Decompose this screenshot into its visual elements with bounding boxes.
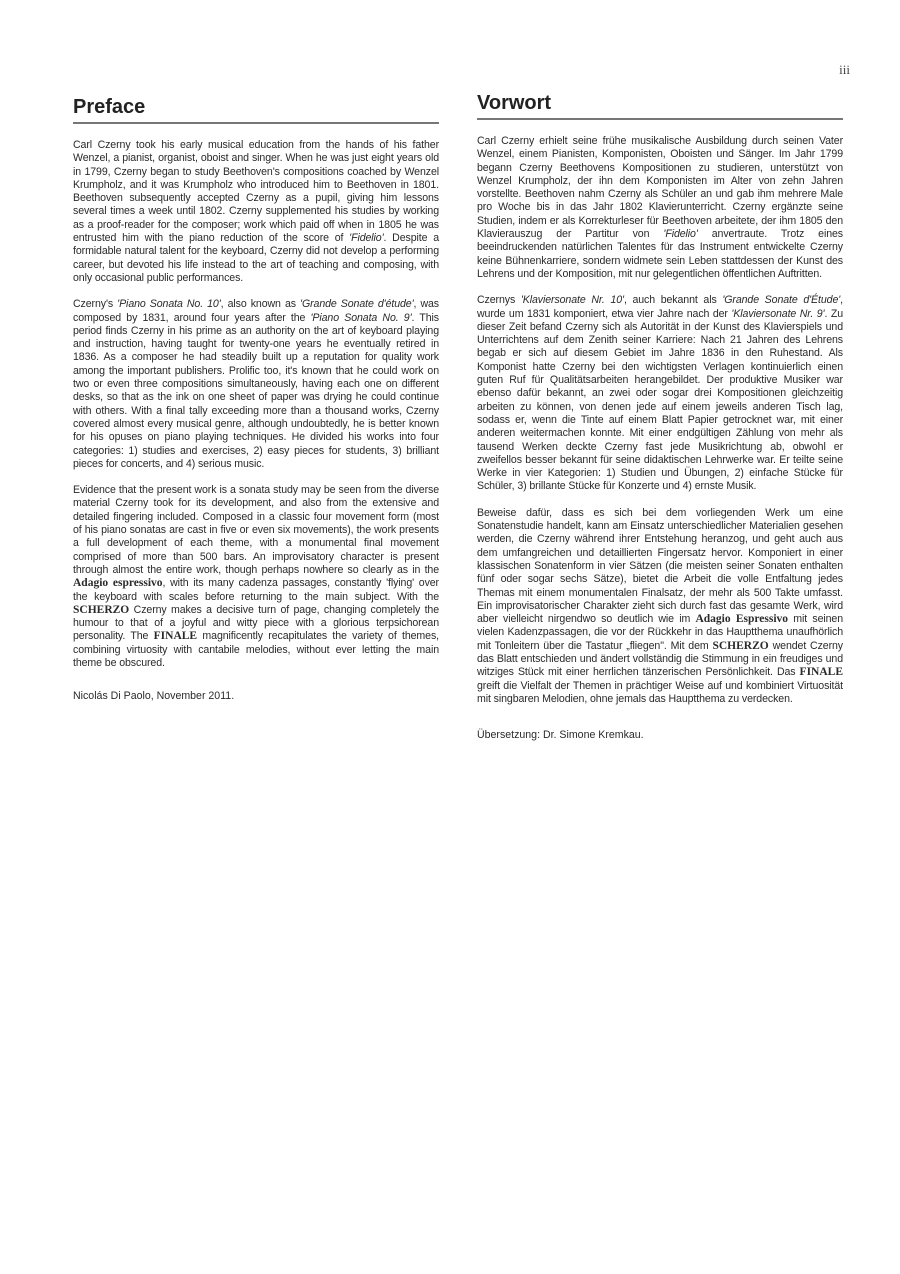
- preface-paragraph-3: Evidence that the present work is a sonata study may be seen from the diverse material Czerny took for its development, and also from the extensive and detailed fingering included. Composed in a classic four movement form (most of his piano sonatas are cast in five or even six movements), the work presents a full development of each theme, with a monumental final movement comprised of more than 500 bars. An improvisatory character is present through almost the entire work, though perhaps nowhere so clearly as in the Adagio espressivo, with its many cadenza passages, constantly 'flying' over the keyboard with scales before returning to the main subject. With the SCHERZO Czerny makes a decisive turn of page, changing completely the humour to that of a joyful and witty piece with a glorious terpsichorean personality. The FINALE magnificently recapitulates the variety of themes, combining virtuosity with cantabile melodies, without ever letting the main theme be obscured.: [73, 484, 439, 669]
- preface-paragraph-2: Czerny's 'Piano Sonata No. 10', also known as 'Grande Sonate d'étude', was composed by 1831, around four years after the 'Piano Sonata No. 9'. This period finds Czerny in his prime as an authority on the art of keyboard playing and instruction, having taught for twenty-one years he eventually retired in 1836. As a composer he had steadily built up a reputation for quality work among the important publishers. Prolific too, it's known that he could work on two or even three compositions simultaneously, having each one on different desks, so that as the ink on one sheet of paper was drying he could continue with others. With a final tally exceeding more than a thousand works, Czerny covered almost every musical genre, although undoubtedly, he is better known for his opuses on piano playing techniques. He divided his works into four categories: 1) studies and exercises, 2) easy pieces for students, 3) brilliant pieces for concerts, and 4) serious music.: [73, 298, 439, 470]
- vorwort-signature: Übersetzung: Dr. Simone Kremkau.: [477, 729, 644, 742]
- preface-heading: Preface: [73, 90, 439, 124]
- page-number: iii: [839, 62, 850, 77]
- vorwort-body: [477, 135, 843, 742]
- preface-signature: Nicolás Di Paolo, November 2011.: [73, 690, 235, 703]
- preface-body: [73, 139, 439, 704]
- vorwort-paragraph-1: Carl Czerny erhielt seine frühe musikalische Ausbildung durch seinen Vater Wenzel, einem Pianisten, Komponisten, Oboisten und Sänger. Im Jahr 1799 begann Czerny Beethovens Kompositionen zu studieren, unterstützt von Wenzel Krumpholz, der ihn dem Komponisten im Alter von zehn Jahren vorstellte. Beethoven nahm Czerny als Schüler an und gab ihm mehrere Male pro Woche bis in das Jahr 1802 Klavierunterricht. Czerny ergänzte seine Studien, indem er als Korrekturleser für Beethoven arbeitete, der ihm 1805 den Klavierauszug der Partitur von 'Fidelio' anvertraute. Trotz eines beeindruckenden natürlichen Talentes für das Instrument entwickelte Czerny keine Bühnenkarriere, sondern widmete sein Leben stattdessen der Kunst des Lehrens und der Komposition, mit nur gelegentlichen öffentlichen Auftritten.: [477, 135, 843, 280]
- vorwort-paragraph-2: Czernys 'Klaviersonate Nr. 10', auch bekannt als 'Grande Sonate d'Étude', wurde um 1831 komponiert, etwa vier Jahre nach der 'Klaviersonate Nr. 9'. Zu dieser Zeit befand Czerny sich als Autorität in der Kunst des Klavierspiels und Unterrichtens auf dem Zenith seiner Karriere: Nach 21 Jahren des Lehrens begab er sich auf diesem Gebiet im Jahre 1836 in den Ruhestand. Als Komponist hatte Czerny bei den wichtigsten Verlagen kontinuierlich einen guten Ruf für Qualitätsarbeiten herangebildet. Der produktive Musiker war ebenso dafür bekannt, an zwei oder sogar drei Kompositionen gleichzeitig arbeiten zu können, von denen jede auf einem jeweils anderen Tisch lag, sodass er, wenn die Tinte auf einem Blatt Papier getrocknet war, mit einer anderen weitermachen konnte. Mit einer endgültigen Zählung von mehr als tausend Werken deckte Czerny fast jede Musikrichtung ab, obwohl er zweifellos besser bekannt für seine didaktischen Lehrwerke war. Er teilte seine Werke in vier Kategorien: 1) Studien und Übungen, 2) einfache Stücke für Schüler, 3) brillante Stücke für Konzerte und 4) ernste Musik.: [477, 294, 844, 493]
- vorwort-heading: Vorwort: [477, 90, 843, 120]
- vorwort-column-german: [477, 90, 843, 742]
- preface-paragraph-1: Carl Czerny took his early musical education from the hands of his father Wenzel, a pianist, organist, oboist and singer. When he was just eight years old in 1799, Czerny began to study Beethoven's compositions coached by Wenzel Krumpholz, and it was Krumpholz who introduced him to Beethoven in 1801. Beethoven subsequently accepted Czerny as a pupil, giving him lessons several times a week until 1802. Czerny supplemented his studies by working as a proof-reader for the composer; work which paid off when in 1805 he was entrusted him with the piano reduction of the score of 'Fidelio'. Despite a formidable natural talent for the keyboard, Czerny did not develop a performing career, but devoted his life instead to the art of teaching and composing, with only occasional public performances.: [73, 139, 439, 284]
- vorwort-paragraph-3: Beweise dafür, dass es sich bei dem vorliegenden Werk um eine Sonatenstudie handelt, kann am Einsatz unterschiedlicher Materialien gesehen werden, die Czerny während ihrer Entstehung heranzog, und geht auch aus dem umfangreichen und detaillierten Fingersatz hervor. Komponiert in einer klassischen Sonatenform in vier Sätzen (die meisten seiner Sonaten enthalten fünf oder sogar sechs Sätze), bietet die Arbeit die volle Entfaltung jedes Themas mit einem monumentalen Finalsatz, der mehr als 500 Takte umfasst. Ein improvisatorischer Charakter zieht sich durch fast das gesamte Werk, wird aber vielleicht nirgendwo so deutlich wie im Adagio Espressivo mit seinen vielen Kadenzpassagen, die vor der Rückkehr in das Hauptthema unaufhörlich mit Tonleitern über die Tastatur „fliegen". Mit dem SCHERZO wendet Czerny das Blatt entschieden und ändert vollständig die Stimmung in ein freudiges und witziges Stück mit einer herrlichen tänzerischen Persönlichkeit. Das FINALE greift die Vielfalt der Themen in prächtiger Weise auf und kombiniert Virtuosität mit singbaren Melodien, ohne jemals das Hauptthema zu verdecken.: [477, 506, 843, 705]
- preface-column-english: [73, 90, 439, 704]
